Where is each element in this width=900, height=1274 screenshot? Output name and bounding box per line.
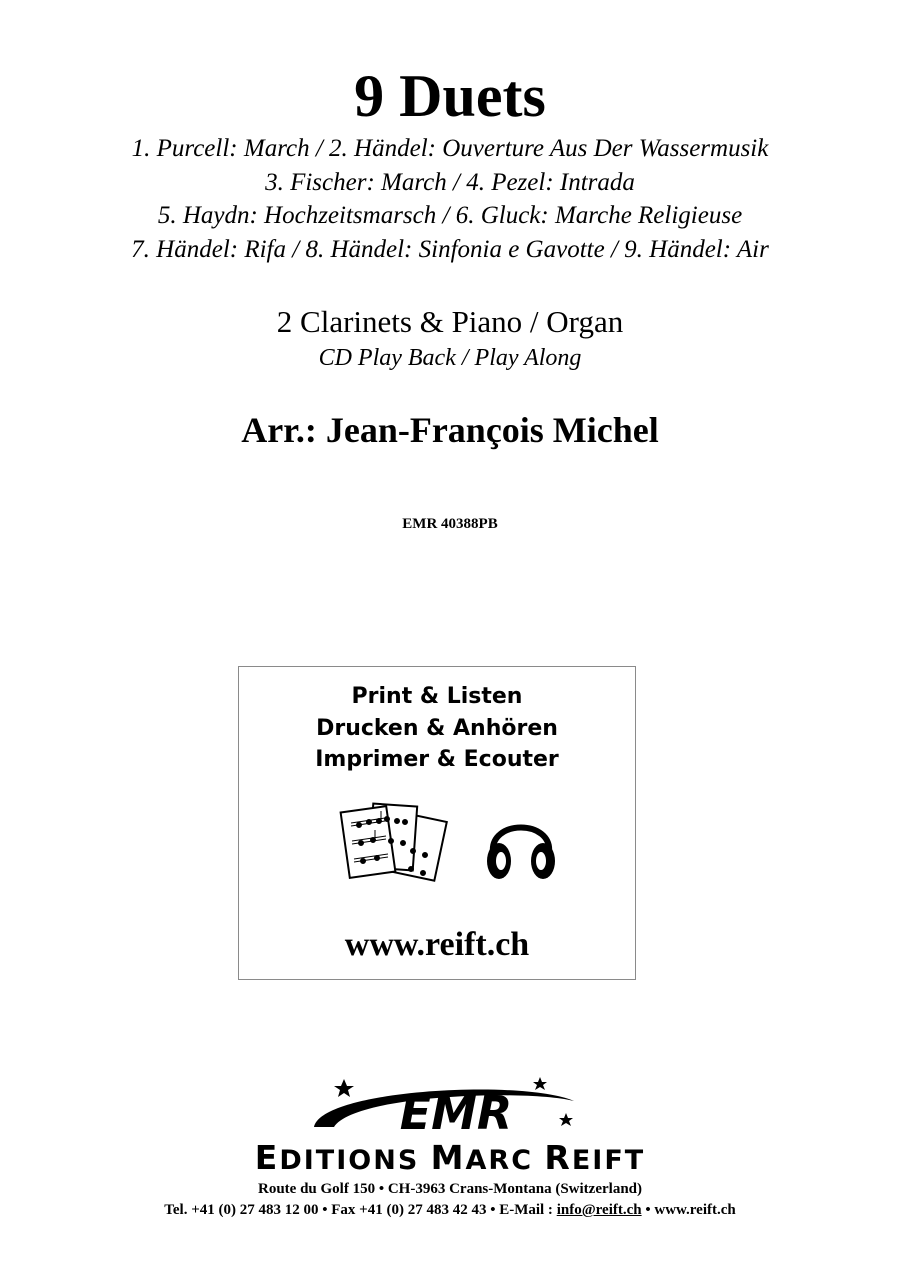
page-title: 9 Duets	[354, 63, 546, 129]
emr-logo-graphic	[304, 1075, 584, 1137]
instrumentation: 2 Clarinets & Piano / Organ	[276, 304, 624, 339]
catalog-code: EMR 40388PB	[402, 516, 498, 532]
brand-initial: M	[430, 1138, 466, 1177]
contact-suffix: • www.reift.ch	[641, 1202, 736, 1218]
piece-line: 1. Purcell: March / 2. Händel: Ouverture Aus Der Wassermusik	[131, 135, 769, 162]
logo-text: EMR	[399, 1086, 513, 1137]
brand-initial: E	[254, 1138, 280, 1177]
website-link[interactable]: www.reift.ch	[344, 926, 530, 963]
brand-rest: EIFT	[571, 1145, 646, 1176]
contact-prefix: Tel. +41 (0) 27 483 12 00 • Fax +41 (0) 27 483 42 43 • E-Mail :	[164, 1202, 557, 1218]
publisher-address: Route du Golf 150 • CH-3963 Crans-Montana (Switzerland)	[258, 1181, 642, 1197]
publisher-contact	[0, 1201, 900, 1220]
print-listen-box	[238, 666, 636, 980]
cd-note: CD Play Back / Play Along	[318, 345, 582, 371]
promo-text	[239, 681, 635, 776]
emr-logo	[304, 1075, 584, 1137]
promo-line: Drucken & Anhören	[316, 715, 558, 741]
piece-list	[0, 132, 900, 266]
piece-line: 3. Fischer: March / 4. Pezel: Intrada	[265, 168, 635, 196]
brand-rest: ARC	[465, 1145, 545, 1176]
sheet-music-icon	[339, 795, 469, 895]
piece-line: 7. Händel: Rifa / 8. Händel: Sinfonia e Gavotte / 9. Händel: Air	[131, 235, 769, 263]
promo-line: Print & Listen	[351, 684, 523, 709]
promo-line: Imprimer & Ecouter	[315, 747, 559, 772]
email-link[interactable]: info@reift.ch	[556, 1202, 642, 1218]
publisher-name	[0, 1138, 900, 1177]
arranger: Arr.: Jean-François Michel	[241, 410, 659, 450]
headphones-icon	[485, 805, 557, 885]
brand-initial: R	[544, 1138, 572, 1177]
piece-line: 5. Haydn: Hochzeitsmarsch / 6. Gluck: Marche Religieuse	[157, 202, 743, 229]
brand-rest: DITIONS	[279, 1145, 431, 1176]
